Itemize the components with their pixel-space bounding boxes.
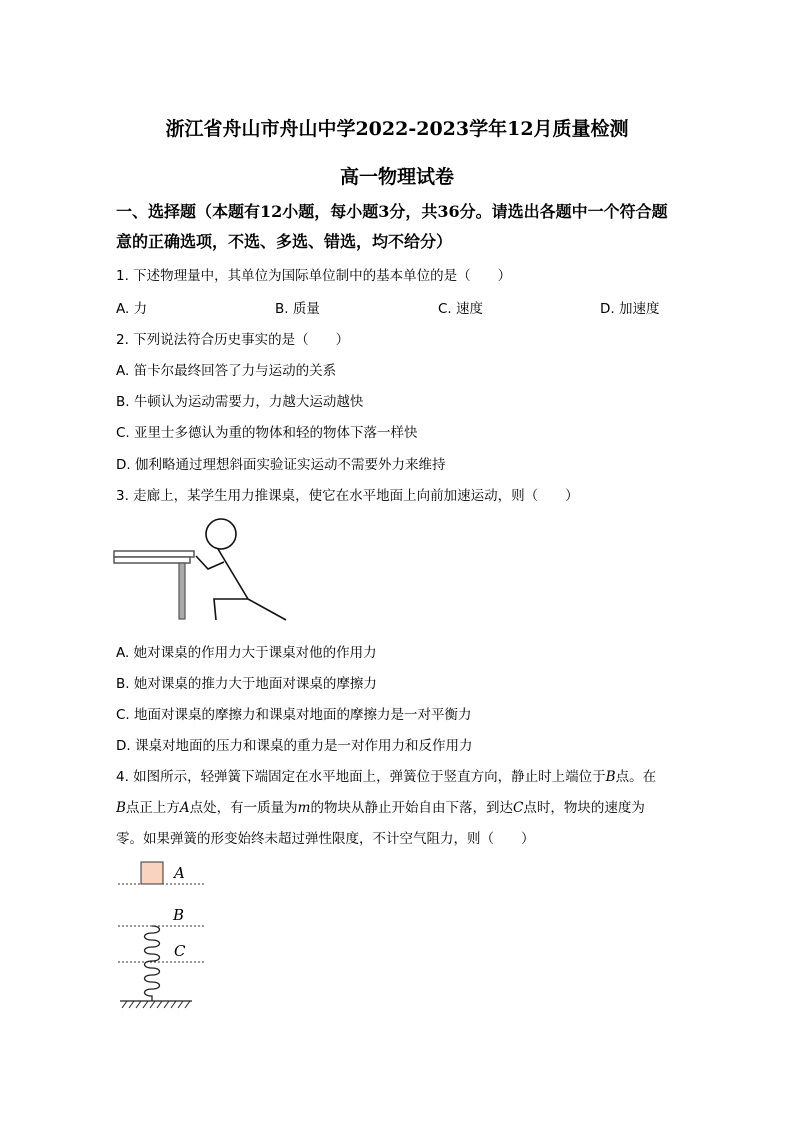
spring-figure bbox=[112, 855, 222, 1015]
label-a: A bbox=[174, 864, 185, 882]
document-title: 浙江省舟山市舟山中学2022-2023学年12月质量检测 bbox=[165, 118, 629, 140]
q2-option-b: B. 牛顿认为运动需要力，力越大运动越快 bbox=[116, 394, 364, 410]
q1-option-b: B. 质量 bbox=[275, 301, 320, 317]
q2-stem: 2. 下列说法符合历史事实的是（ ） bbox=[116, 332, 350, 348]
ground-hatching bbox=[122, 1001, 190, 1008]
q4-text: 点时，物块的速度为 bbox=[523, 800, 645, 816]
q4-var-m: m bbox=[297, 800, 311, 816]
section-heading-line1: 一、选择题（本题有12小题，每小题3分，共36分。请选出各题中一个符合题 bbox=[116, 202, 668, 221]
q4-var-a: A bbox=[179, 800, 190, 816]
document-subtitle: 高一物理试卷 bbox=[339, 166, 454, 188]
q4-var-c: C bbox=[512, 800, 524, 816]
desk-edge bbox=[114, 557, 190, 563]
person-leg-back bbox=[248, 599, 286, 620]
q2-option-a: A. 笛卡尔最终回答了力与运动的关系 bbox=[116, 363, 337, 379]
q4-var-b: B bbox=[605, 769, 616, 785]
q4-text: 点。在 bbox=[615, 769, 657, 785]
q2-option-d: D. 伽利略通过理想斜面实验证实运动不需要外力来维持 bbox=[116, 457, 446, 473]
q4-text: 点正上方 bbox=[125, 800, 180, 816]
person-torso bbox=[218, 549, 248, 599]
q1-option-a: A. 力 bbox=[116, 301, 148, 317]
q3-option-b: B. 她对课桌的推力大于地面对课桌的摩擦力 bbox=[116, 676, 377, 692]
desk-top bbox=[114, 551, 194, 557]
spring bbox=[145, 926, 160, 1001]
q4-var-b: B bbox=[116, 800, 126, 816]
q3-option-c: C. 地面对课桌的摩擦力和课桌对地面的摩擦力是一对平衡力 bbox=[116, 707, 472, 723]
q4-stem-line3: 零。如果弹簧的形变始终未超过弹性限度，不计空气阻力，则（ ） bbox=[116, 831, 535, 847]
q4-text: 点处，有一质量为 bbox=[189, 800, 298, 816]
q4-stem-line1 bbox=[116, 765, 656, 785]
q3-option-a: A. 她对课桌的作用力大于课桌对他的作用力 bbox=[116, 645, 377, 661]
label-c: C bbox=[174, 942, 186, 960]
q4-text: 的物块从静止开始自由下落，到达 bbox=[310, 800, 513, 816]
desk-leg bbox=[179, 563, 185, 619]
q1-option-d: D. 加速度 bbox=[600, 301, 660, 317]
desk-push-figure bbox=[112, 514, 294, 624]
label-b: B bbox=[173, 906, 185, 924]
q4-text: 4. 如图所示，轻弹簧下端固定在水平地面上，弹簧位于竖直方向，静止时上端位于 bbox=[116, 769, 606, 785]
falling-block bbox=[141, 862, 163, 884]
q2-option-c: C. 亚里士多德认为重的物体和轻的物体下落一样快 bbox=[116, 425, 418, 441]
person-leg-front bbox=[214, 599, 248, 620]
q1-stem: 1. 下述物理量中，其单位为国际单位制中的基本单位的是（ ） bbox=[116, 268, 512, 284]
q1-option-c: C. 速度 bbox=[438, 301, 484, 317]
person-arm bbox=[196, 556, 224, 569]
section-heading-line2: 意的正确选项，不选、多选、错选，均不给分） bbox=[116, 232, 453, 251]
q3-option-d: D. 课桌对地面的压力和课桌的重力是一对作用力和反作用力 bbox=[116, 738, 473, 754]
person-head bbox=[206, 519, 236, 549]
q3-stem: 3. 走廊上，某学生用力推课桌，使它在水平地面上向前加速运动，则（ ） bbox=[116, 488, 579, 504]
q4-stem-line2 bbox=[116, 796, 645, 816]
